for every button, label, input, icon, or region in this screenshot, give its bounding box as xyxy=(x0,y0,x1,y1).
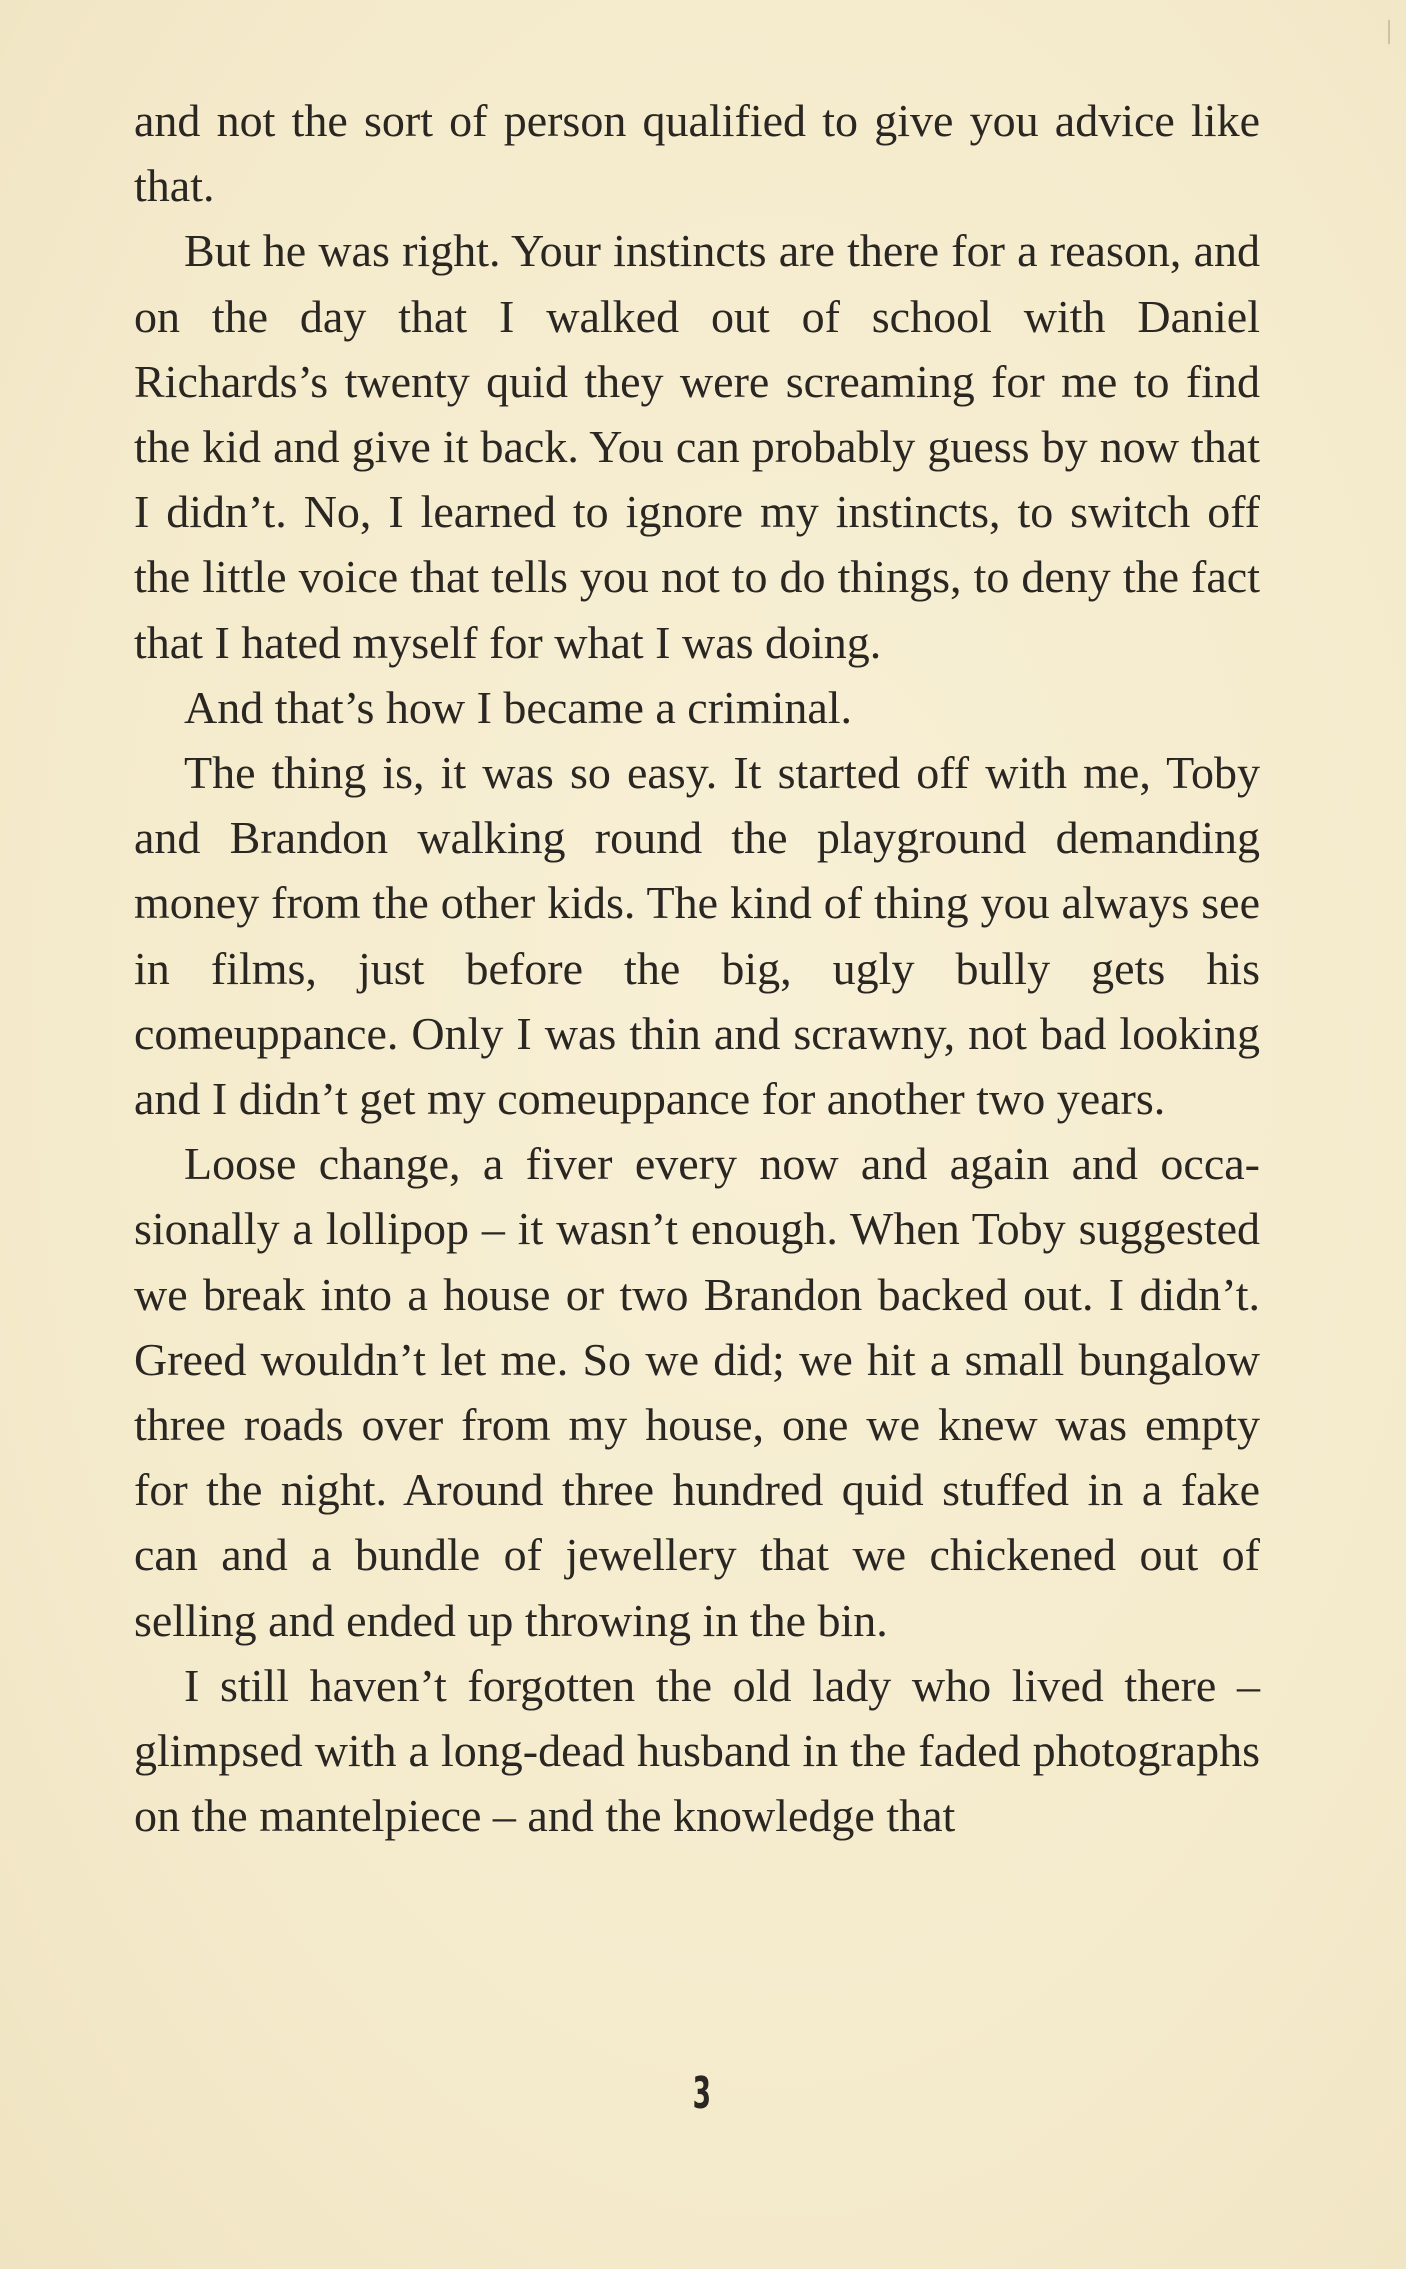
paragraph-4: The thing is, it was so easy. It started off with me, Toby and Brandon walking round the playground demanding money from the other kids. The kind of thing you always see in films, just before the big, ugly bully gets his comeuppance. Only I was thin and scrawny, not bad looking and I didn’t get my comeuppance for another two years. xyxy=(134,747,1260,1125)
page-number: 3 xyxy=(692,2068,711,2119)
paragraph-5: Loose change, a fiver every now and again and occasionally a lollipop – it wasn’t enough. When Toby suggested we break into a house or two Brandon backed out. I didn’t. Greed wouldn’t let me. So we did; we hit a small bungalow three roads over from my house, one we knew was empty for the night. Around three hundred quid stuffed in a fake can and a bundle of jewellery that we chickened out of selling and ended up throwing in the bin. xyxy=(134,1138,1260,1646)
paragraph-2: But he was right. Your instincts are there for a reason, and on the day that I walked out of school with Daniel Richards’s twenty quid they were screaming for me to find the kid and give it back. You can probably guess by now that I didn’t. No, I learned to ignore my instincts, to switch off the little voice that tells you not to do things, to deny the fact that I hated myself for what I was doing. xyxy=(134,225,1260,668)
page-edge-mark xyxy=(1388,20,1390,44)
body-text xyxy=(134,88,1260,1848)
paragraph-3: And that’s how I became a criminal. xyxy=(184,681,853,733)
paragraph-1: and not the sort of person qualified to give you advice like that. xyxy=(134,95,1260,212)
paragraph-6: I still haven’t forgotten the old lady who lived there – glimpsed with a long-dead husband in the faded photographs on the mantelpiece – and the knowledge that xyxy=(134,1659,1260,1842)
